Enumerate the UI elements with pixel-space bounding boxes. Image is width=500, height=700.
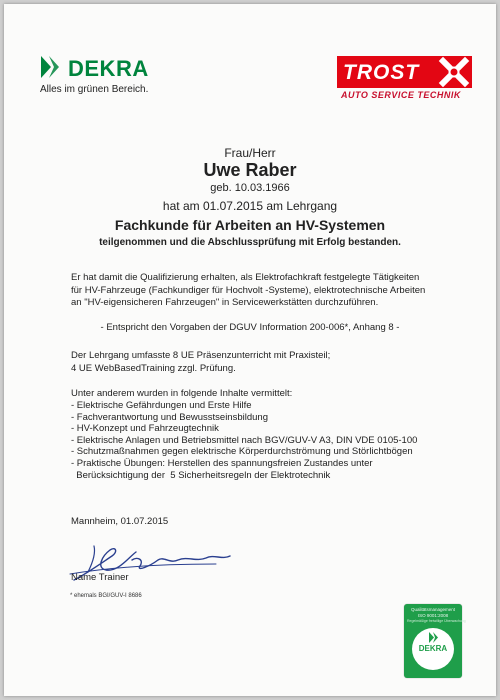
topic-item: - Elektrische Gefährdungen und Erste Hilfe <box>71 400 252 411</box>
dekra-seal-icon <box>428 632 438 643</box>
seal-line: ISO 9001:2008 <box>417 613 449 618</box>
qualification-line: an "HV-eigensicheren Fahrzeugen" in Servicewerkstätten durchzuführen. <box>71 297 379 308</box>
course-scope <box>71 350 330 375</box>
topics-intro: Unter anderem wurden in folgende Inhalte vermittelt: <box>71 388 293 399</box>
dekra-slogan: Alles im grünen Bereich. <box>40 84 149 95</box>
trost-logo-bar <box>337 56 472 88</box>
qualification-paragraph <box>71 272 425 310</box>
seal-name: DEKRA <box>418 644 448 653</box>
trost-logo-name: TROST <box>343 61 420 84</box>
topic-item: - Praktische Übungen: Herstellen des spannungsfreien Zustandes unter <box>71 457 373 469</box>
topic-item: - Fachverantwortung und Bewusstseinsbildung <box>71 411 268 423</box>
dekra-logo-name: DEKRA <box>68 56 149 81</box>
qualification-line: für HV-Fahrzeuge (Fachkundiger für Hochvolt -Systeme), elektrotechnische Arbeiten <box>71 284 426 296</box>
topic-item: - HV-Konzept und Fahrzeugtechnik <box>71 423 219 435</box>
course-date-line: hat am 01.07.2015 am Lehrgang <box>162 199 338 213</box>
place-date: Mannheim, 01.07.2015 <box>71 516 169 527</box>
salutation: Frau/Herr <box>224 146 276 160</box>
seal-line: Qualitätsmanagement <box>410 607 456 612</box>
topic-item: - Schutzmaßnahmen gegen elektrische Körperdurchströmung und Störlichtbögen <box>71 446 413 458</box>
course-title: Fachkunde für Arbeiten an HV-Systemen <box>114 217 386 233</box>
qualification-line: Er hat damit die Qualifizierung erhalten, als Elektrofachkraft festgelegte Tätigkeiten <box>71 272 420 283</box>
seal-circle <box>412 628 454 670</box>
trost-x-icon <box>440 58 468 86</box>
footnote: * ehemals BGI/GUV-I 8686 <box>70 593 142 599</box>
trost-subtitle: AUTO SERVICE TECHNIK <box>341 90 461 100</box>
dguv-note: - Entspricht den Vorgaben der DGUV Information 200-006*, Anhang 8 - <box>100 322 400 333</box>
certificate-page <box>4 4 496 696</box>
signature-label: Name Trainer <box>71 572 129 583</box>
course-status: teilgenommen und die Abschlussprüfung mit Erfolg bestanden. <box>99 237 401 248</box>
topic-item: Berücksichtigung der 5 Sicherheitsregeln der Elektrotechnik <box>71 469 331 481</box>
topics-list <box>71 400 417 481</box>
birth-date: geb. 10.03.1966 <box>210 182 290 194</box>
scope-line: Der Lehrgang umfasste 8 UE Präsenzunterricht mit Praxisteil; <box>71 350 331 361</box>
dekra-logo-icon <box>38 54 62 80</box>
dekra-seal <box>404 604 466 678</box>
topic-item: - Elektrische Anlagen und Betriebsmittel nach BGV/GUV-V A3, DIN VDE 0105-100 <box>71 434 418 446</box>
scope-line: 4 UE WebBasedTraining zzgl. Prüfung. <box>71 362 236 374</box>
recipient-name: Uwe Raber <box>203 160 297 180</box>
seal-line: Regelmäßige freiwillige Überwachung <box>407 619 466 623</box>
